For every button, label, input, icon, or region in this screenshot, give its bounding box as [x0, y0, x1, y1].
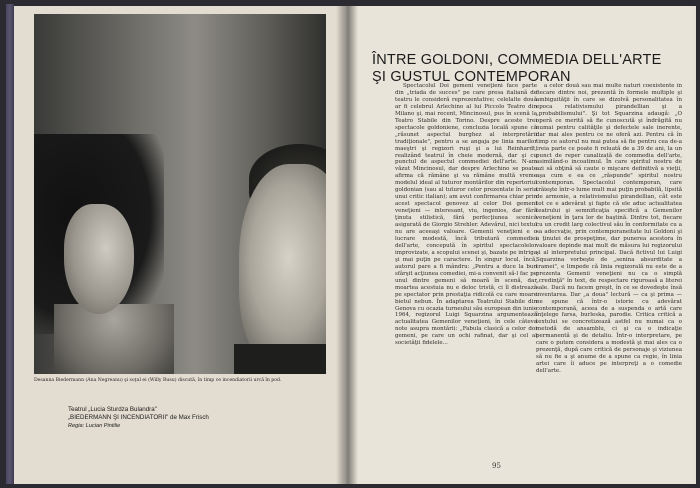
photo-figure-man-collar: [234, 344, 326, 374]
article-title-line-1: ÎNTRE GOLDONI, COMMEDIA DELL'ARTE: [372, 51, 662, 68]
article-title-line-2: ŞI GUSTUL CONTEMPORAN: [372, 68, 571, 85]
book-cover-edge: [6, 4, 14, 484]
article-column-2: [536, 83, 682, 443]
production-credit: [68, 406, 318, 422]
stage-photo: [34, 14, 326, 374]
photo-figure-woman-shoulder: [54, 304, 174, 374]
page-number: 95: [492, 462, 501, 470]
theatre-name: Teatrul „Lucia Sturdza Bulandra": [68, 406, 157, 413]
photo-figure-woman-face: [64, 204, 134, 314]
photo-caption: Desanna Biedermann (Ana Negreanu) şi soţul ei (Willy Rusu) discută, în timp ce incendiatorii urcă în pod.: [34, 378, 282, 383]
play-title: „BIEDERMANN ŞI INCENDIATORII" de Max Frisch: [68, 414, 209, 421]
article-title: [372, 52, 672, 86]
book-gutter: [336, 6, 358, 484]
director-credit: Regia: Lucian Pintilie: [68, 423, 121, 429]
photo-figure-man-face: [239, 164, 326, 374]
article-column-2-text: a celor două sau mai multe naturi coexistente în fiecare dintre noi, prezentă în formele multiple şi ambiguităţii în care se dizolvă personalitatea în epoca relativismului pirandellian şi a „probabilismului". Şi tot Squarzina adaugă: „O operă ce merită să fie cunoscută şi îndrăgită nu numai pentru calităţile şi defectele sale inerente, dar mai ales pentru ce ne oferă azi. Pentru că în timp ce autorul nu mai putea să fie pentru cea de-a treia parte ce poate fi reluată de a 39 de ani, la un punct de reper canalizată de commedia dell'arte, asimilând-o incoatimul. În care spiritul nostru de azi să obţină să caute o mişcare definitivă a vieţii, aşa cum e ea ce „răspunde" spiritul nostru contemporan. Spectacolul contemporan, care trăieşte într-o lume mult mai puţin probabilă, lipsită de armonie, a relativismului pirandellian, cât este tot ce e adevărat şi fapte că ele aduc actualitatea teatrului şi semnificaţia specifică a Gemenilor veneţieni în ţara lor de baştină. Dintre tot, fiecare cu un credit larg colectivul său în conformitate cu a sa adecvaţie, prin contemporaneitate lui Goldoni şi a ţinutei de prospeţime, dar punerea acestora în valoare depinde mai mult de măsura lui regizorului şi al interpretului principal. Dacă fictivul lui Luigi Squarzina vorbeşte de „senina absurditate a tramei", e limpede că linia regizorală nu este de a prezenta Gemenii veneţieni nu ca o simplă „credinţă" în text, de respectare riguroasă a literei sale. Dacă nu facem greşit, în ce se dovedeşte însă inventarea. Dar „a doua" lectură — ca şi prima — ne spune că într-o istorie cu adevărat contemporană, aceea de a suspenda o artă care înţelege farsa, burleska, parodie. Critica critică a textului se concretizează astfel nu numai ca o metodă de ansamblu, ci şi ca o indicaţie permanentă şi de detaliu. Într-o interpretare, pe care o putem considera a modestă şi mai ales ca o prezenţă, după care critică de personaje şi viziunea să nu fie a şi anume de a spune ca regie, în linia artei care îi aduce pe interpreţi a o comedie dell'arte.: [536, 83, 682, 375]
article-column-1: [395, 83, 537, 443]
article-column-1-text: Spectacolul Doi gemeni veneţieni face parte din „triada de succes" pe care presa italiană de teatru le consideră reprezentative; celelalte două ar fi celebrul Arlechino al lui Piccolo Teatro din Milano şi, mai recent, Mincinosul, pus în scenă la Teatro Stabile din Torino. Despre aceste trei spectacole goldoniene, concluzia locală spune că „răsunet aspectul burghez al interpretării tradiţionale", pentru a se angaja pe linia marilor maeştri şi regizori ruşi şi a lui Reinhardt, realizând teatrul în cheie modernă, dar şi cu punctul de aspectul commediei dell'arte. N-am văzut Mincinosul, dar despre Arlechino se poate afirma că rămâne şi va rămâne multă vreme modelul ideal al tuturor montărilor din repertoriul goldonian (sau al tuturor celor prezentate în seria unui critic italian); am avut confirmarea chiar prin acest spectacol genovez al celor Doi gemeni veneţieni — interesant, viu, ingenios, dar fără ţinuta stilistică, fără perfecţiunea scenică asigurată de Giorgio Strehler. Adevărul, nici textul nu are aceeaşi valoare. Gemenii veneţieni e o lucrare modestă, încă tributară commediei dell'arte, concepută în spiritul spectacolelor improvizate, a scopului scenei şi, bazate pe intriga şi mai puţin pe caractere. În singur locul, încă, autorul pare a fi mândru: „Pentru a duce la bun sfârşit acţiunea comediei, mi-a convenit să-l fac pe unul dintre gemeni să moară în scenă, dar moartea acestuia nu e deloc tristă, ci îl distrează pe spectator prin prestaţia ridicolă cu care moare bietul nebun. În adaptarea Teatrului Stabile din Genova cu ocazia turneului său european din iunie 1964, regizorul Luigi Squarzina argumentează actualitatea Gemenilor veneţieni, în cele câteva note asupra montării: „Fabula clasică a celor doi gemeni, pe care un ochi rafinat, dar şi cel al societăţii fidelele...: [395, 83, 537, 347]
